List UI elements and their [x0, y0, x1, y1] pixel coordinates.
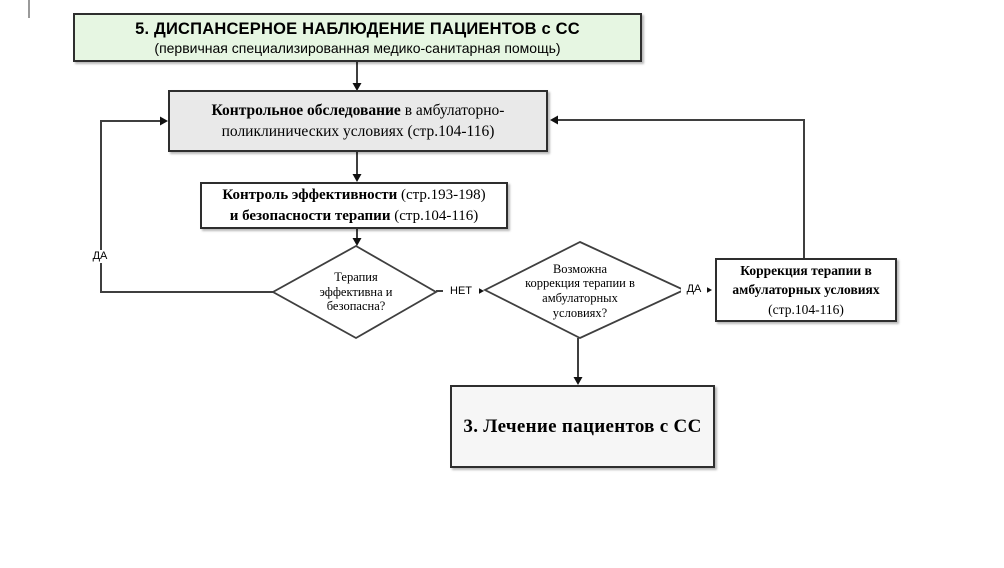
control-exam-line2: поликлинических условиях (стр.104-116)	[221, 123, 495, 140]
correction-box	[715, 258, 897, 322]
correction-line1: Коррекция терапии в	[740, 262, 872, 278]
treatment-label: 3. Лечение пациентов с СС	[463, 415, 702, 437]
connector-correction-feedback	[557, 120, 804, 258]
control-exam-line1: Контрольное обследование в амбулаторно-	[211, 101, 505, 119]
correction-diamond-text: Возможна коррекция терапии в амбулаторных условиях?	[525, 261, 635, 320]
efficacy-line1: Контроль эффективности (стр.193-198)	[222, 187, 486, 204]
arrowhead-down-into-efficacy	[353, 174, 362, 182]
arrowhead-right-into-exam	[160, 117, 168, 126]
control-exam-box	[168, 90, 548, 152]
efficacy-box	[200, 182, 508, 229]
correction-line2: амбулаторных условиях	[732, 282, 880, 298]
title-subtitle: (первичная специализированная медико-санитарная помощь)	[154, 39, 561, 56]
title-box	[73, 13, 642, 62]
therapy-diamond-text: Терапия эффективна и безопасна?	[319, 269, 393, 314]
arrowhead-left-into-exam	[550, 116, 558, 125]
yes-right-label: ДА	[681, 283, 707, 296]
title-text: 5. ДИСПАНСЕРНОЕ НАБЛЮДЕНИЕ ПАЦИЕНТОВ с СС	[135, 19, 580, 38]
treatment-box	[450, 385, 715, 468]
yes-left-label: ДА	[85, 250, 115, 263]
arrowhead-down-into-treatment	[574, 377, 583, 385]
arrowhead-down-into-therapy-diamond	[353, 238, 362, 246]
no-label: НЕТ	[443, 285, 479, 298]
efficacy-line2: и безопасности терапии (стр.104-116)	[229, 207, 479, 224]
correction-line3: (стр.104-116)	[768, 301, 844, 317]
